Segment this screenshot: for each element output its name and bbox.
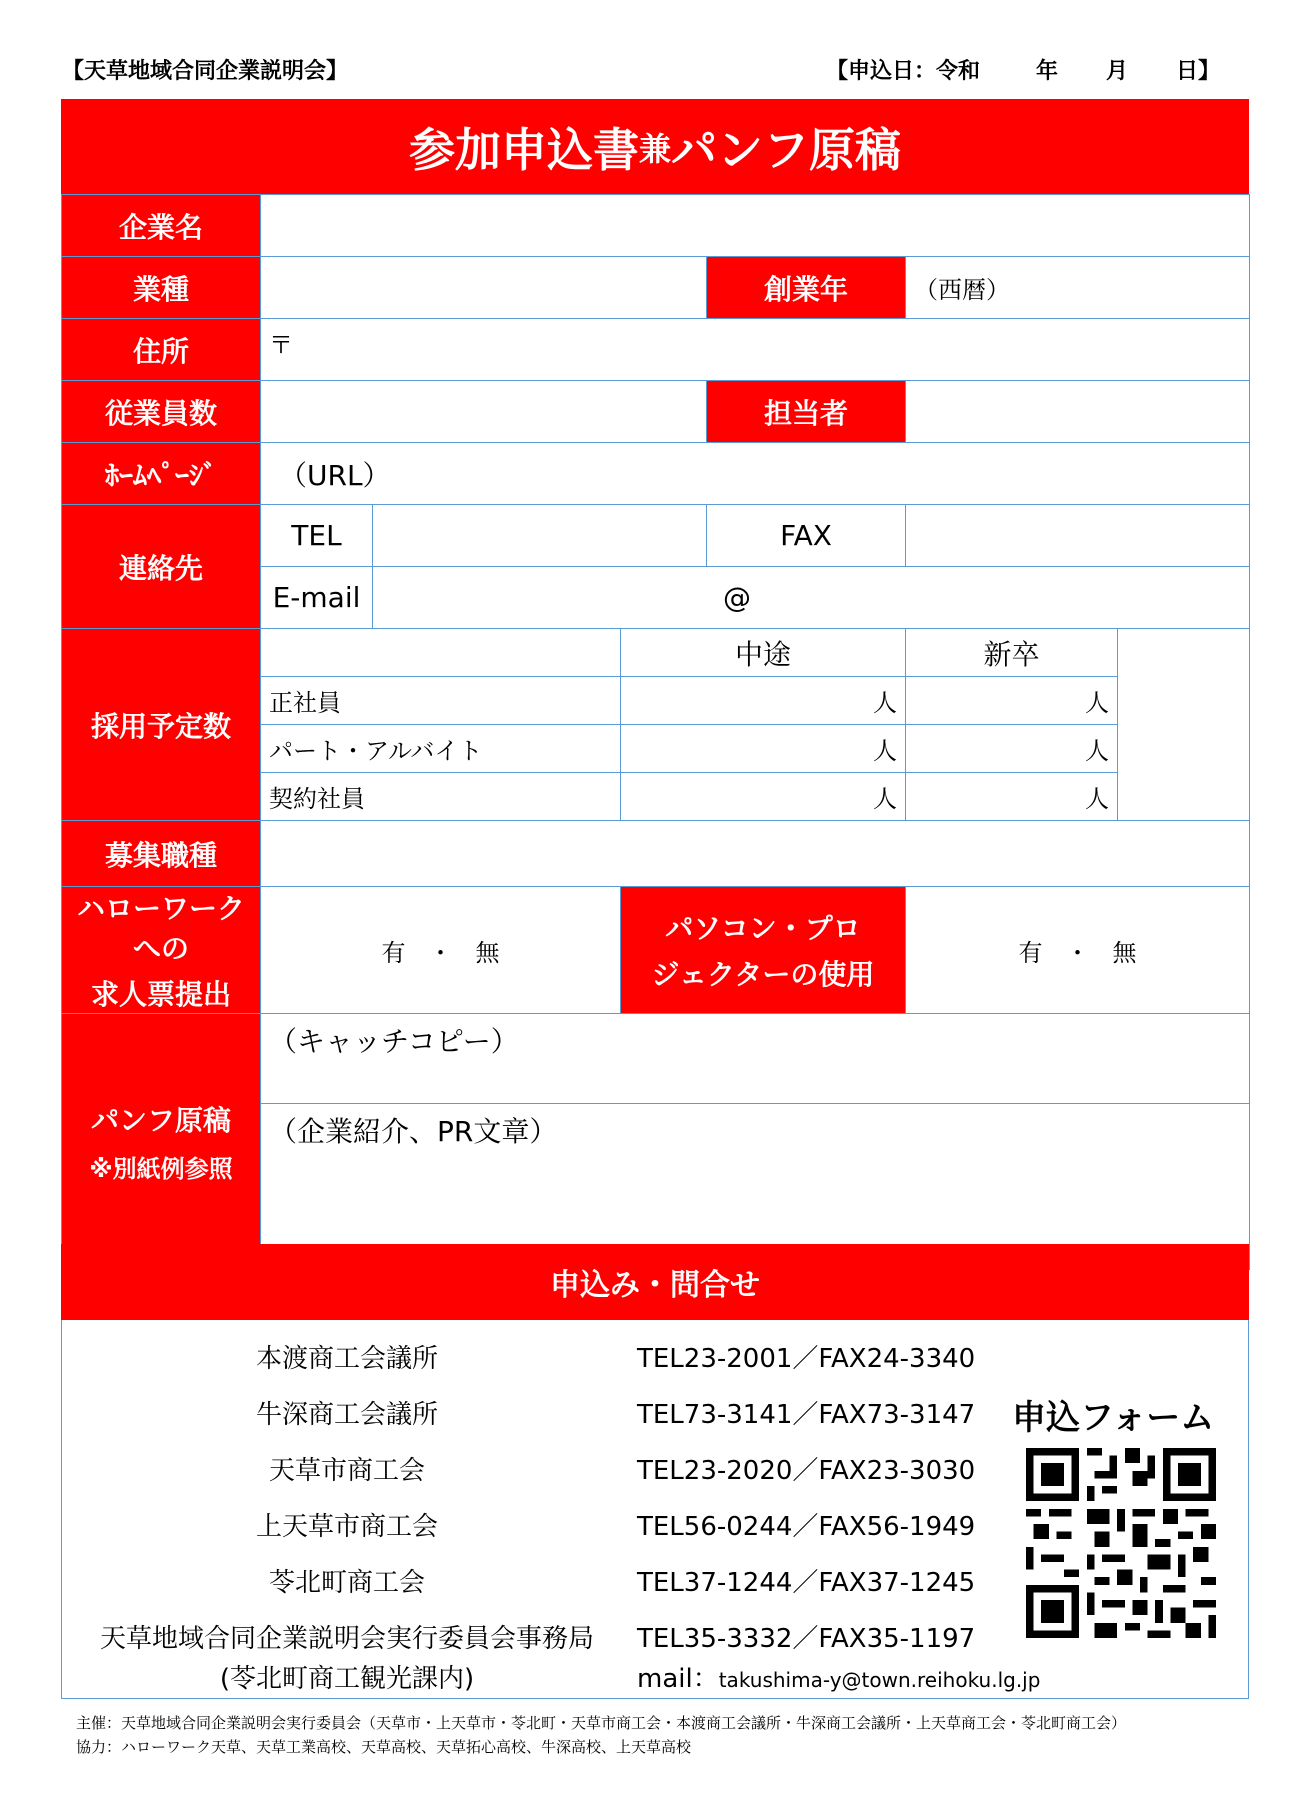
contact-heading: 申込み・問合せ bbox=[61, 1244, 1249, 1320]
hiring-label: 採用予定数 bbox=[62, 629, 261, 821]
pc-projector-label: パソコン・プロ ジェクターの使用 bbox=[621, 887, 906, 1014]
hiring-newgrad-field[interactable]: 人 bbox=[906, 725, 1118, 773]
contact-tel: TEL23-2020／FAX23-3030 bbox=[637, 1456, 976, 1486]
hiring-header-blank bbox=[261, 629, 621, 677]
contact-org: 本渡商工会議所 bbox=[255, 1344, 438, 1374]
hellowork-label: ハローワークへの 求人票提出 bbox=[62, 887, 261, 1014]
contact-tel: TEL56-0244／FAX56-1949 bbox=[637, 1512, 976, 1542]
industry-field[interactable] bbox=[261, 257, 707, 319]
page-title: 参加申込書 兼 パンフ原稿 bbox=[61, 99, 1249, 194]
footer-support: 協力：ハローワーク天草、天草工業高校、天草高校、天草拓心高校、牛深高校、上天草高校 bbox=[76, 1738, 692, 1756]
tel-field[interactable] bbox=[373, 505, 707, 567]
hiring-side-blank bbox=[1118, 629, 1250, 821]
hiring-midcareer-field[interactable]: 人 bbox=[621, 773, 906, 821]
contact-org: 天草地域合同企業説明会実行委員会事務局 bbox=[99, 1624, 594, 1654]
yes-option[interactable]: 有 bbox=[381, 938, 406, 967]
email-field[interactable]: @ bbox=[373, 567, 1250, 629]
hiring-midcareer-field[interactable]: 人 bbox=[621, 725, 906, 773]
email-label: E-mail bbox=[261, 567, 373, 629]
application-form-label: 申込フォーム bbox=[1012, 1398, 1215, 1438]
address-label: 住所 bbox=[62, 319, 261, 381]
contact-org: 天草市商工会 bbox=[268, 1456, 425, 1486]
contact-tel: TEL35-3332／FAX35-1197 bbox=[637, 1624, 976, 1654]
yes-option[interactable]: 有 bbox=[1018, 938, 1043, 967]
address-field[interactable]: 〒 bbox=[261, 319, 1250, 381]
contact-tel: TEL73-3141／FAX73-3147 bbox=[637, 1400, 976, 1430]
pamphlet-label: パンフ原稿 ※別紙例参照 bbox=[62, 1014, 261, 1270]
homepage-field[interactable]: （URL） bbox=[261, 443, 1250, 505]
footer-sponsor: 主催：天草地域合同企業説明会実行委員会（天草市・上天草市・苓北町・天草市商工会・本渡商工会議所・牛深商工会議所・上天草商工会・苓北町商工会） bbox=[76, 1714, 1127, 1732]
tel-label: TEL bbox=[261, 505, 373, 567]
homepage-label: ﾎｰﾑﾍﾟｰｼﾞ bbox=[62, 443, 261, 505]
industry-label: 業種 bbox=[62, 257, 261, 319]
company-name-label: 企業名 bbox=[62, 195, 261, 257]
application-date bbox=[826, 54, 1220, 85]
contact-org: 苓北町商工会 bbox=[268, 1568, 425, 1598]
date-month: 月 bbox=[1106, 59, 1129, 84]
no-option[interactable]: 無 bbox=[1112, 938, 1137, 967]
job-types-field[interactable] bbox=[261, 821, 1250, 887]
fax-label: FAX bbox=[707, 505, 906, 567]
event-name: 【天草地域合同企業説明会】 bbox=[62, 59, 349, 84]
date-year: 年 bbox=[1036, 59, 1059, 84]
pc-projector-choice[interactable]: 有 ・ 無 bbox=[906, 887, 1250, 1014]
job-types-label: 募集職種 bbox=[62, 821, 261, 887]
contact-mail: mail：takushima-y@town.reihoku.lg.jp bbox=[637, 1664, 1041, 1694]
contact-tel: TEL37-1244／FAX37-1245 bbox=[637, 1568, 976, 1598]
person-in-charge-field[interactable] bbox=[906, 381, 1250, 443]
mail-link[interactable]: takushima-y@town.reihoku.lg.jp bbox=[718, 1668, 1041, 1692]
no-option[interactable]: 無 bbox=[475, 938, 500, 967]
catch-copy-field[interactable]: （キャッチコピー） bbox=[261, 1014, 1250, 1104]
date-prefix: 【申込日：令和 bbox=[826, 59, 981, 84]
fax-field[interactable] bbox=[906, 505, 1250, 567]
hiring-midcareer-field[interactable]: 人 bbox=[621, 677, 906, 725]
hiring-row-label: 契約社員 bbox=[261, 773, 621, 821]
contact-org-sub: (苓北町商工観光課内) bbox=[219, 1664, 475, 1694]
hiring-row-label: 正社員 bbox=[261, 677, 621, 725]
contact-org: 牛深商工会議所 bbox=[255, 1400, 438, 1430]
contact-tel: TEL23-2001／FAX24-3340 bbox=[637, 1344, 976, 1374]
employees-field[interactable] bbox=[261, 381, 707, 443]
person-in-charge-label: 担当者 bbox=[707, 381, 906, 443]
founded-label: 創業年 bbox=[707, 257, 906, 319]
application-form bbox=[61, 194, 1249, 1244]
date-day: 日】 bbox=[1176, 59, 1221, 84]
company-intro-field[interactable]: （企業紹介、PR文章） bbox=[261, 1104, 1250, 1270]
contact-label: 連絡先 bbox=[62, 505, 261, 629]
employees-label: 従業員数 bbox=[62, 381, 261, 443]
hellowork-choice[interactable]: 有 ・ 無 bbox=[261, 887, 621, 1014]
qr-code-icon[interactable] bbox=[1026, 1448, 1216, 1638]
col-newgrad: 新卒 bbox=[906, 629, 1118, 677]
col-midcareer: 中途 bbox=[621, 629, 906, 677]
contact-org: 上天草市商工会 bbox=[255, 1512, 438, 1542]
hiring-newgrad-field[interactable]: 人 bbox=[906, 677, 1118, 725]
founded-field[interactable]: （西暦） bbox=[906, 257, 1250, 319]
company-name-field[interactable] bbox=[261, 195, 1250, 257]
hiring-newgrad-field[interactable]: 人 bbox=[906, 773, 1118, 821]
hiring-row-label: パート・アルバイト bbox=[261, 725, 621, 773]
